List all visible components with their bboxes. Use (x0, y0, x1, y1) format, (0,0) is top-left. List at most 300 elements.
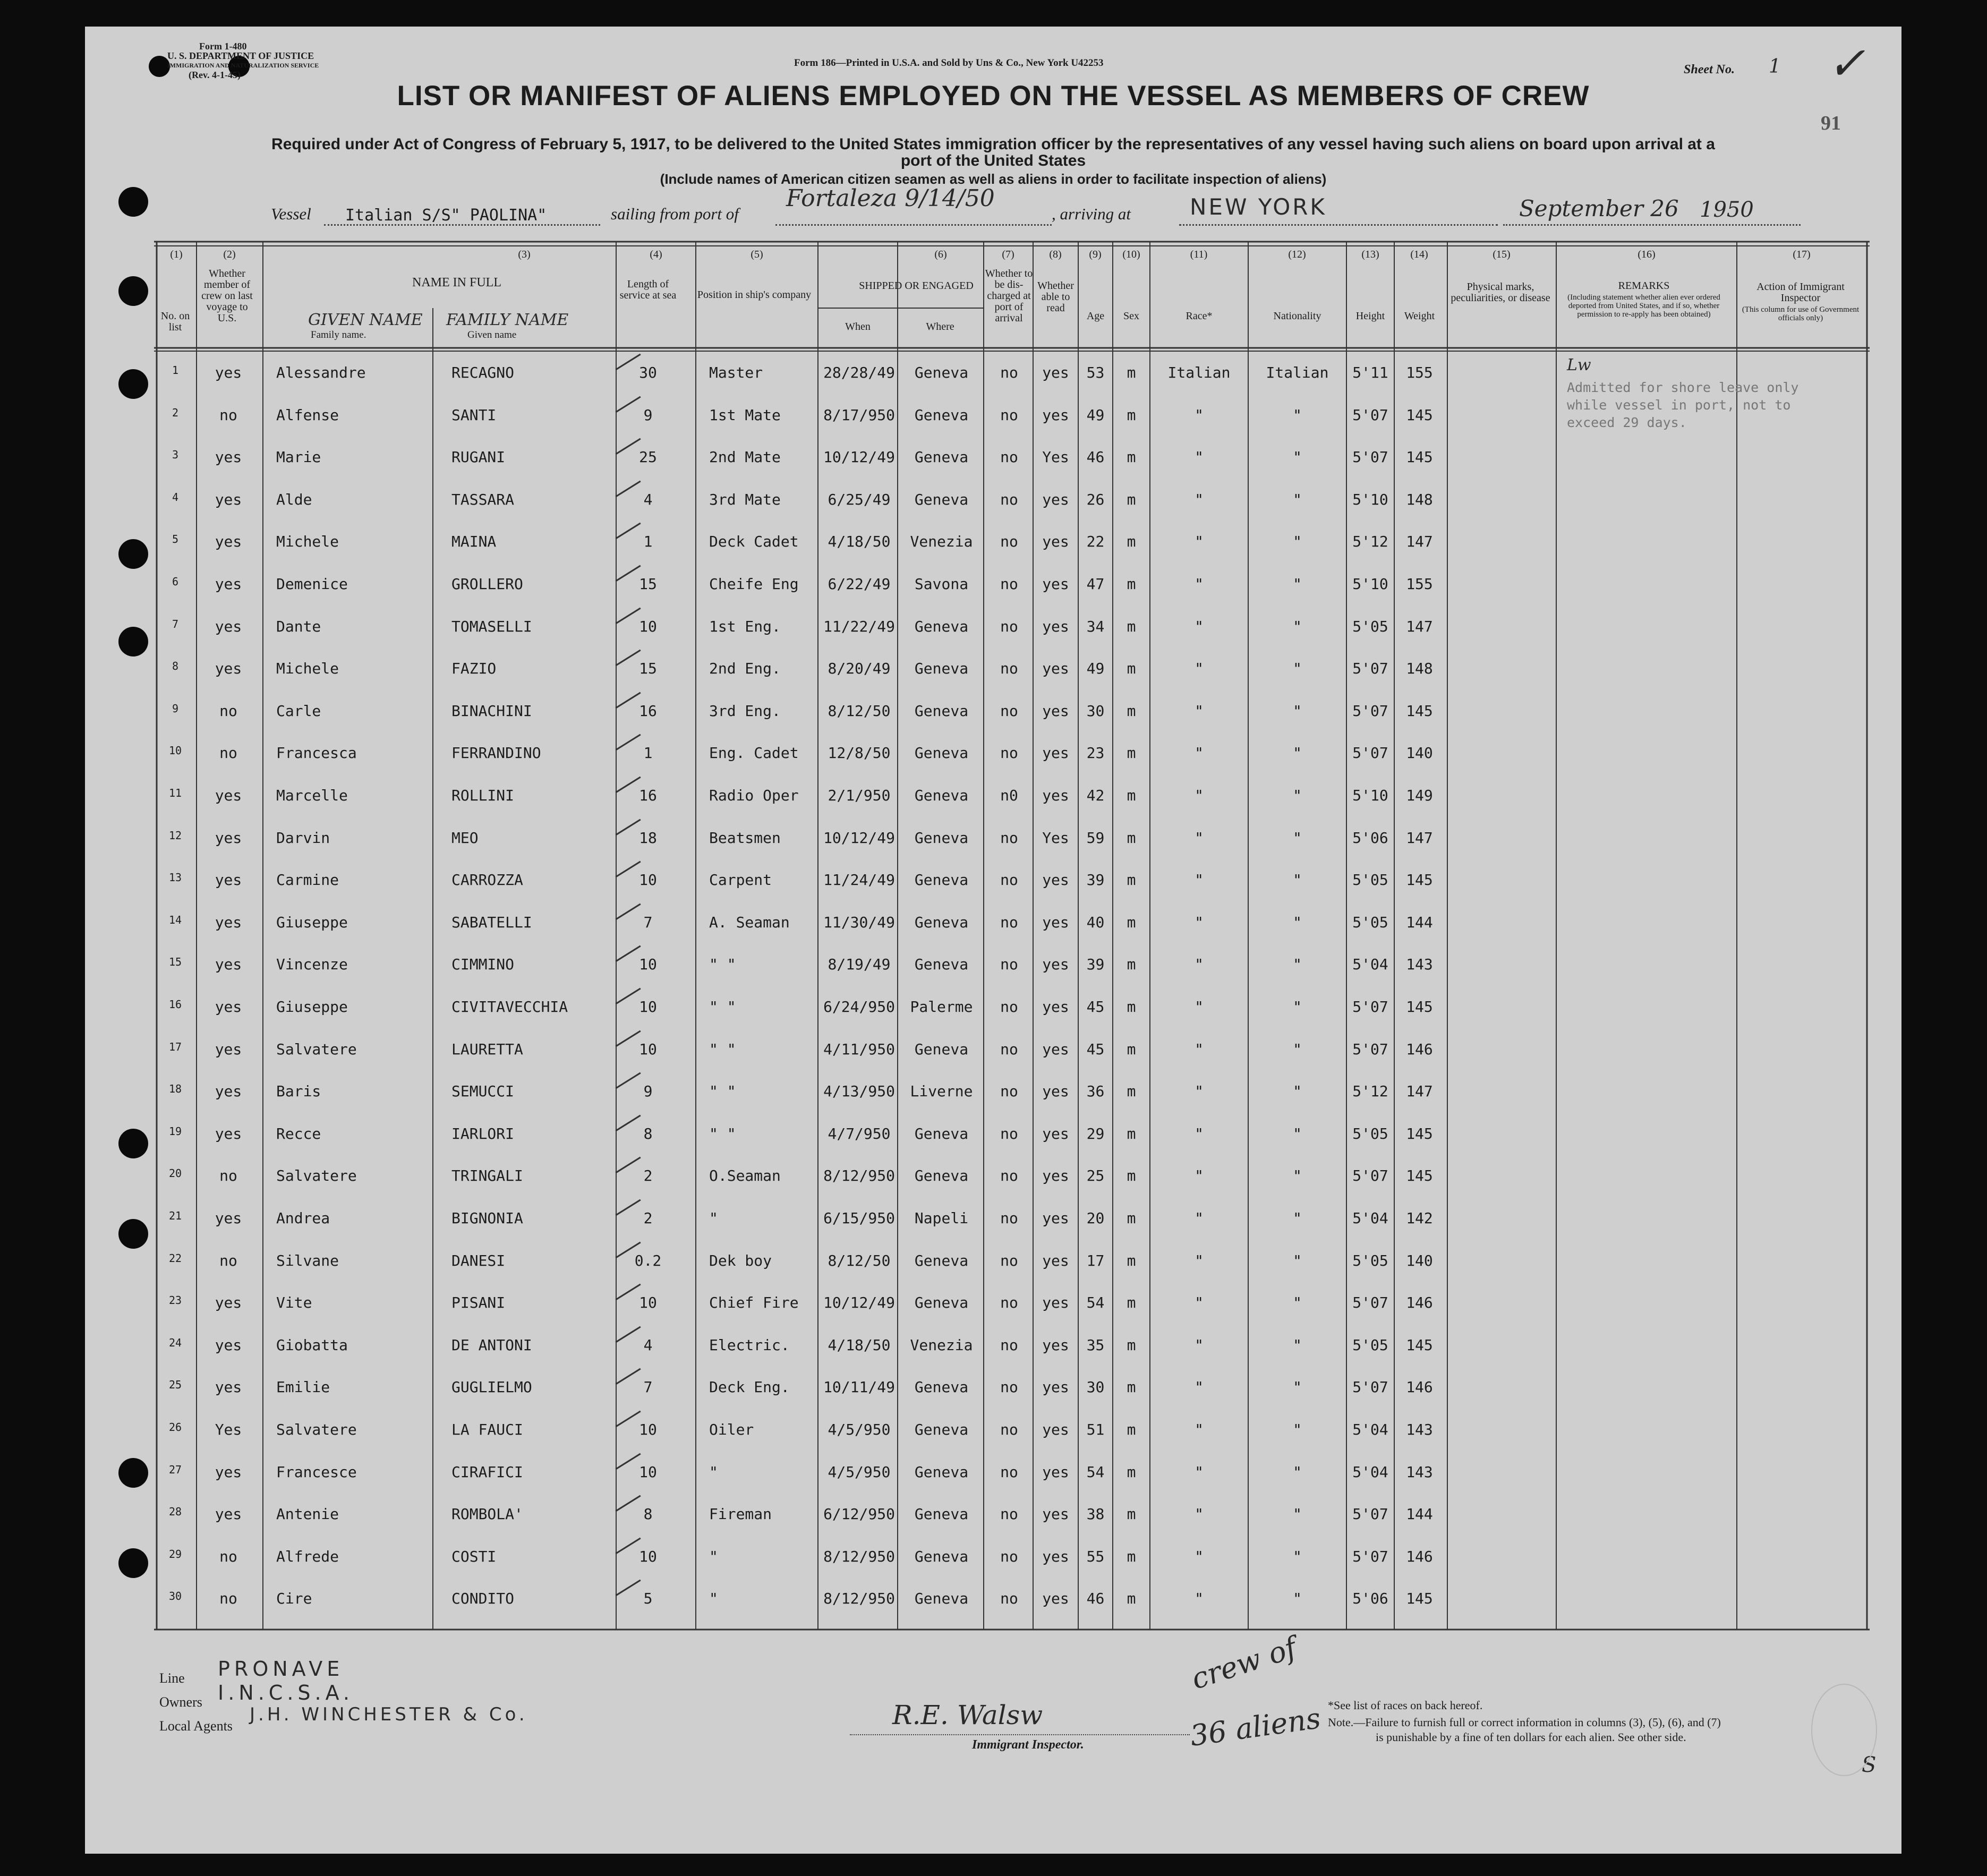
given-name-cell: Carle (276, 702, 321, 720)
height-cell: 5'05 (1352, 1336, 1388, 1354)
given-name-header: GIVEN NAME (308, 311, 423, 329)
page-number: 91 (1821, 112, 1841, 134)
service-years-cell: 9 (643, 406, 653, 424)
col-header-height: Height (1355, 310, 1385, 322)
engaged-port-cell: Palerme (910, 998, 973, 1016)
race-cell: " (1195, 1547, 1204, 1565)
given-name-cell: Andrea (276, 1209, 330, 1227)
age-cell: 46 (1086, 448, 1105, 466)
sex-cell: m (1127, 1294, 1136, 1312)
service: IMMIGRATION AND NATURALIZATION SERVICE (167, 62, 319, 69)
family-name-cell: FAZIO (451, 660, 497, 678)
line-value: PRONAVE (218, 1657, 344, 1681)
nationality-cell: " (1293, 1040, 1302, 1058)
row-number: 25 (168, 1378, 182, 1392)
faded-stamp (1811, 1684, 1877, 1776)
given-name-cell: Silvane (276, 1251, 339, 1269)
position-cell: " " (709, 1040, 736, 1058)
service-years-cell: 10 (639, 1547, 657, 1565)
height-cell: 5'05 (1352, 871, 1388, 889)
nationality-cell: " (1293, 1336, 1302, 1354)
given-name-cell: Francesca (276, 744, 357, 762)
previous-voyage-cell: yes (215, 1209, 242, 1227)
position-cell: Electric. (709, 1336, 790, 1354)
height-cell: 5'07 (1352, 1294, 1388, 1312)
given-name-cell: Giuseppe (276, 998, 348, 1016)
col-header-race: Race* (1186, 310, 1213, 322)
service-years-cell: 25 (639, 448, 657, 466)
weight-cell: 149 (1406, 787, 1433, 804)
position-cell: Fireman (709, 1505, 772, 1523)
given-name-cell: Salvatere (276, 1040, 357, 1058)
weight-cell: 145 (1406, 1590, 1433, 1608)
weight-cell: 146 (1406, 1547, 1433, 1565)
discharge-cell: n0 (1000, 787, 1018, 804)
position-cell: Carpent (709, 871, 772, 889)
sex-cell: m (1127, 1505, 1136, 1523)
nationality-cell: " (1293, 787, 1302, 804)
sailing-value: Fortaleza 9/14/50 (786, 185, 995, 212)
nationality-cell: " (1293, 913, 1302, 931)
discharge-cell: no (1000, 1378, 1018, 1396)
weight-cell: 155 (1406, 575, 1433, 593)
given-name-cell: Giuseppe (276, 913, 348, 931)
discharge-cell: no (1000, 1040, 1018, 1058)
weight-cell: 145 (1406, 448, 1433, 466)
punch-hole (118, 276, 148, 306)
previous-voyage-cell: yes (215, 575, 242, 593)
engaged-port-cell: Geneva (914, 1547, 969, 1565)
sex-cell: m (1127, 871, 1136, 889)
engaged-date-cell: 2/1/950 (828, 787, 891, 804)
nationality-cell: " (1293, 998, 1302, 1016)
remarks-line-1: Admitted for shore leave only (1567, 380, 1799, 395)
sex-cell: m (1127, 617, 1136, 635)
engaged-port-cell: Savona (914, 575, 969, 593)
agents-label: Local Agents (159, 1718, 233, 1734)
able-to-read-cell: yes (1042, 1505, 1069, 1523)
discharge-cell: no (1000, 829, 1018, 847)
position-cell: Chief Fire (709, 1294, 799, 1312)
vessel-value: Italian S/S" PAOLINA" (345, 206, 547, 225)
nationality-cell: " (1293, 1294, 1302, 1312)
column-number: (6) (934, 249, 947, 260)
engaged-port-cell: Geneva (914, 1294, 969, 1312)
position-cell: Dek boy (709, 1251, 772, 1269)
weight-cell: 143 (1406, 1463, 1433, 1481)
row-number: 16 (168, 998, 182, 1011)
nationality-cell: " (1293, 617, 1302, 635)
engaged-port-cell: Geneva (914, 1167, 969, 1185)
col-header-when: When (845, 321, 871, 332)
sex-cell: m (1127, 787, 1136, 804)
height-cell: 5'05 (1352, 1124, 1388, 1142)
weight-cell: 145 (1406, 1336, 1433, 1354)
engaged-date-cell: 28/28/49 (823, 364, 895, 381)
previous-voyage-cell: yes (215, 998, 242, 1016)
owners-value: I.N.C.S.A. (218, 1681, 354, 1704)
age-cell: 25 (1086, 1167, 1105, 1185)
service-years-cell: 16 (639, 702, 657, 720)
nationality-cell: " (1293, 1082, 1302, 1101)
weight-cell: 140 (1406, 744, 1433, 762)
engaged-date-cell: 11/22/49 (823, 617, 895, 635)
punch-hole (149, 56, 170, 77)
engaged-date-cell: 4/5/950 (828, 1463, 891, 1481)
service-years-cell: 1 (643, 744, 653, 762)
engaged-port-cell: Geneva (914, 1505, 969, 1523)
row-number: 12 (168, 829, 182, 842)
punch-hole (118, 627, 148, 656)
age-cell: 49 (1086, 406, 1105, 424)
column-number: (12) (1288, 249, 1306, 260)
family-name-cell: ROLLINI (451, 787, 515, 804)
position-cell: 1st Mate (709, 406, 781, 424)
weight-cell: 142 (1406, 1209, 1433, 1227)
height-cell: 5'07 (1352, 702, 1388, 720)
form-id-block (167, 41, 319, 80)
row-number: 26 (168, 1421, 182, 1434)
family-name-cell: GROLLERO (451, 575, 523, 593)
sex-cell: m (1127, 364, 1136, 381)
requirement-line-1: Required under Act of Congress of February 5, 1917, to be delivered to the United States immigration officer by the representatives of any vessel having such aliens on board upon arrival at a (271, 135, 1715, 153)
family-name-cell: SANTI (451, 406, 497, 424)
engaged-date-cell: 8/12/950 (823, 1547, 895, 1565)
given-name-cell: Giobatta (276, 1336, 348, 1354)
position-cell: Master (709, 364, 763, 381)
height-cell: 5'07 (1352, 1167, 1388, 1185)
able-to-read-cell: yes (1042, 617, 1069, 635)
engaged-port-cell: Geneva (914, 1251, 969, 1269)
position-cell: " (709, 1590, 718, 1608)
weight-cell: 147 (1406, 617, 1433, 635)
age-cell: 20 (1086, 1209, 1105, 1227)
position-cell: Deck Cadet (709, 533, 799, 551)
sex-cell: m (1127, 1336, 1136, 1354)
previous-voyage-cell: yes (215, 871, 242, 889)
family-name-cell: MAINA (451, 533, 497, 551)
position-cell: Cheife Eng (709, 575, 799, 593)
engaged-port-cell: Venezia (910, 1336, 973, 1354)
nationality-cell: " (1293, 1251, 1302, 1269)
family-name-cell: RUGANI (451, 448, 506, 466)
given-name-cell: Francesce (276, 1463, 357, 1481)
given-name-cell: Alessandre (276, 364, 366, 381)
given-name-cell: Baris (276, 1082, 321, 1101)
weight-cell: 145 (1406, 871, 1433, 889)
height-cell: 5'07 (1352, 1547, 1388, 1565)
able-to-read-cell: yes (1042, 1294, 1069, 1312)
manifest-sheet (85, 27, 1901, 1854)
sex-cell: m (1127, 1040, 1136, 1058)
previous-voyage-cell: yes (215, 829, 242, 847)
family-name-printed: Family name. (311, 329, 366, 340)
age-cell: 34 (1086, 617, 1105, 635)
punch-hole (118, 187, 148, 217)
column-number: (4) (650, 249, 662, 260)
position-cell: Deck Eng. (709, 1378, 790, 1396)
discharge-cell: no (1000, 1294, 1018, 1312)
race-cell: " (1195, 998, 1204, 1016)
previous-voyage-cell: yes (215, 1124, 242, 1142)
height-cell: 5'04 (1352, 956, 1388, 974)
age-cell: 47 (1086, 575, 1105, 593)
height-cell: 5'07 (1352, 660, 1388, 678)
family-name-cell: CARROZZA (451, 871, 523, 889)
discharge-cell: no (1000, 1505, 1018, 1523)
row-number: 9 (172, 702, 179, 715)
previous-voyage-cell: no (219, 702, 237, 720)
arriving-value: NEW YORK (1190, 194, 1327, 220)
col-header-age: Age (1086, 310, 1105, 322)
column-number: (10) (1122, 249, 1140, 260)
race-cell: " (1195, 1124, 1204, 1142)
race-cell: " (1195, 1590, 1204, 1608)
family-name-cell: TRINGALI (451, 1167, 523, 1185)
weight-cell: 146 (1406, 1040, 1433, 1058)
able-to-read-cell: yes (1042, 1082, 1069, 1101)
engaged-port-cell: Geneva (914, 660, 969, 678)
arrival-date: September 26 (1519, 195, 1679, 221)
race-cell: " (1195, 1336, 1204, 1354)
nationality-cell: " (1293, 1421, 1302, 1438)
service-years-cell: 1 (643, 533, 653, 551)
engaged-date-cell: 4/5/950 (828, 1421, 891, 1438)
engaged-port-cell: Venezia (910, 533, 973, 551)
engaged-date-cell: 8/12/50 (828, 702, 891, 720)
family-name-cell: MEO (451, 829, 479, 847)
family-name-cell: CIRAFICI (451, 1463, 523, 1481)
race-cell: " (1195, 1251, 1204, 1269)
col-header-read: Whether able to read (1037, 280, 1074, 314)
age-cell: 30 (1086, 1378, 1105, 1396)
family-name-cell: DE ANTONI (451, 1336, 532, 1354)
inspector-label: Immigrant Inspector. (972, 1738, 1084, 1752)
row-number: 28 (168, 1505, 182, 1519)
discharge-cell: no (1000, 744, 1018, 762)
nationality-cell: " (1293, 406, 1302, 424)
height-cell: 5'07 (1352, 1505, 1388, 1523)
punch-hole (118, 1219, 148, 1249)
sex-cell: m (1127, 1124, 1136, 1142)
race-cell: " (1195, 829, 1204, 847)
previous-voyage-cell: yes (215, 1505, 242, 1523)
position-cell: O.Seaman (709, 1167, 781, 1185)
height-cell: 5'10 (1352, 787, 1388, 804)
age-cell: 42 (1086, 787, 1105, 804)
family-name-cell: CIMMINO (451, 956, 515, 974)
service-years-cell: 16 (639, 787, 657, 804)
discharge-cell: no (1000, 1251, 1018, 1269)
engaged-port-cell: Geneva (914, 1040, 969, 1058)
height-cell: 5'04 (1352, 1209, 1388, 1227)
previous-voyage-cell: no (219, 1547, 237, 1565)
crew-note-1: crew of (1187, 1631, 1301, 1696)
weight-cell: 145 (1406, 1167, 1433, 1185)
position-cell: 1st Eng. (709, 617, 781, 635)
punch-hole (118, 539, 148, 569)
row-number: 19 (168, 1124, 182, 1138)
engaged-port-cell: Geneva (914, 1590, 969, 1608)
race-cell: " (1195, 575, 1204, 593)
position-cell: " " (709, 1124, 736, 1142)
weight-cell: 155 (1406, 364, 1433, 381)
given-name-cell: Recce (276, 1124, 321, 1142)
sex-cell: m (1127, 913, 1136, 931)
page-title: LIST OR MANIFEST OF ALIENS EMPLOYED ON THE VESSEL AS MEMBERS OF CREW (397, 80, 1590, 112)
sex-cell: m (1127, 575, 1136, 593)
discharge-cell: no (1000, 448, 1018, 466)
weight-cell: 148 (1406, 490, 1433, 508)
service-years-cell: 10 (639, 617, 657, 635)
height-cell: 5'04 (1352, 1421, 1388, 1438)
position-cell: " " (709, 956, 736, 974)
remarks-line-3: exceed 29 days. (1567, 415, 1687, 430)
position-cell: " (709, 1209, 718, 1227)
punch-hole (118, 1548, 148, 1578)
previous-voyage-cell: yes (215, 533, 242, 551)
sailing-label: sailing from port of (611, 204, 739, 223)
col-header-physical: Physical marks, peculiarities, or disease (1451, 281, 1550, 304)
weight-cell: 143 (1406, 956, 1433, 974)
row-number: 27 (168, 1463, 182, 1476)
column-number: (5) (751, 249, 763, 260)
age-cell: 45 (1086, 998, 1105, 1016)
sex-cell: m (1127, 1378, 1136, 1396)
sex-cell: m (1127, 1209, 1136, 1227)
family-name-cell: TOMASELLI (451, 617, 532, 635)
nationality-cell: " (1293, 829, 1302, 847)
engaged-date-cell: 10/11/49 (823, 1378, 895, 1396)
able-to-read-cell: yes (1042, 702, 1069, 720)
sex-cell: m (1127, 660, 1136, 678)
engaged-date-cell: 10/12/49 (823, 829, 895, 847)
service-years-cell: 2 (643, 1167, 653, 1185)
engaged-date-cell: 4/18/50 (828, 1336, 891, 1354)
age-cell: 36 (1086, 1082, 1105, 1101)
able-to-read-cell: yes (1042, 660, 1069, 678)
engaged-port-cell: Geneva (914, 871, 969, 889)
service-years-cell: 4 (643, 1336, 653, 1354)
height-cell: 5'12 (1352, 533, 1388, 551)
nationality-cell: Italian (1266, 364, 1329, 381)
age-cell: 30 (1086, 702, 1105, 720)
discharge-cell: no (1000, 364, 1018, 381)
nationality-cell: " (1293, 1209, 1302, 1227)
family-name-cell: CONDITO (451, 1590, 515, 1608)
previous-voyage-cell: yes (215, 1294, 242, 1312)
nationality-cell: " (1293, 448, 1302, 466)
able-to-read-cell: Yes (1042, 829, 1069, 847)
penalty-note-1: Note.—Failure to furnish full or correct information in columns (3), (5), (6), and (7) (1328, 1716, 1721, 1729)
given-name-cell: Marcelle (276, 787, 348, 804)
race-cell: " (1195, 1209, 1204, 1227)
row-number: 23 (168, 1294, 182, 1307)
engaged-date-cell: 8/19/49 (828, 956, 891, 974)
nationality-cell: " (1293, 1505, 1302, 1523)
sex-cell: m (1127, 1463, 1136, 1481)
discharge-cell: no (1000, 1336, 1018, 1354)
family-name-cell: ROMBOLA' (451, 1505, 523, 1523)
height-cell: 5'12 (1352, 1082, 1388, 1101)
age-cell: 22 (1086, 533, 1105, 551)
age-cell: 39 (1086, 871, 1105, 889)
sex-cell: m (1127, 1590, 1136, 1608)
engaged-date-cell: 6/15/950 (823, 1209, 895, 1227)
family-name-cell: COSTI (451, 1547, 497, 1565)
position-cell: Beatsmen (709, 829, 781, 847)
service-years-cell: 7 (643, 913, 653, 931)
able-to-read-cell: yes (1042, 1463, 1069, 1481)
engaged-date-cell: 6/12/950 (823, 1505, 895, 1523)
discharge-cell: no (1000, 660, 1018, 678)
service-years-cell: 10 (639, 871, 657, 889)
previous-voyage-cell: yes (215, 448, 242, 466)
able-to-read-cell: yes (1042, 1167, 1069, 1185)
sex-cell: m (1127, 533, 1136, 551)
service-years-cell: 10 (639, 956, 657, 974)
family-name-cell: GUGLIELMO (451, 1378, 532, 1396)
given-name-cell: Michele (276, 660, 339, 678)
engaged-date-cell: 11/24/49 (823, 871, 895, 889)
engaged-port-cell: Geneva (914, 829, 969, 847)
race-cell: Italian (1167, 364, 1231, 381)
sex-cell: m (1127, 702, 1136, 720)
column-number: (7) (1002, 249, 1014, 260)
engaged-date-cell: 6/22/49 (828, 575, 891, 593)
sex-cell: m (1127, 956, 1136, 974)
remarks-line-2: while vessel in port, not to (1567, 397, 1791, 413)
row-number: 15 (168, 956, 182, 969)
family-name-cell: CIVITAVECCHIA (451, 998, 568, 1016)
previous-voyage-cell: no (219, 1590, 237, 1608)
nationality-cell: " (1293, 744, 1302, 762)
able-to-read-cell: yes (1042, 1421, 1069, 1438)
row-number: 14 (168, 913, 182, 926)
previous-voyage-cell: yes (215, 1336, 242, 1354)
age-cell: 17 (1086, 1251, 1105, 1269)
age-cell: 39 (1086, 956, 1105, 974)
col-header-action: Action of Immigrant Inspector (1756, 281, 1845, 304)
column-number: (11) (1190, 249, 1208, 260)
weight-cell: 147 (1406, 829, 1433, 847)
service-years-cell: 10 (639, 998, 657, 1016)
printer-note: Form 186—Printed in U.S.A. and Sold by Uns & Co., New York U42253 (794, 57, 1104, 69)
service-years-cell: 8 (643, 1124, 653, 1142)
able-to-read-cell: yes (1042, 533, 1069, 551)
height-cell: 5'07 (1352, 744, 1388, 762)
discharge-cell: no (1000, 702, 1018, 720)
given-name-cell: Carmine (276, 871, 339, 889)
sex-cell: m (1127, 744, 1136, 762)
sex-cell: m (1127, 1082, 1136, 1101)
discharge-cell: no (1000, 913, 1018, 931)
nationality-cell: " (1293, 533, 1302, 551)
able-to-read-cell: yes (1042, 1209, 1069, 1227)
race-cell: " (1195, 1294, 1204, 1312)
race-cell: " (1195, 1082, 1204, 1101)
nationality-cell: " (1293, 1124, 1302, 1142)
col-header-no: No. on list (160, 310, 190, 333)
height-cell: 5'05 (1352, 617, 1388, 635)
weight-cell: 145 (1406, 406, 1433, 424)
column-number: (13) (1361, 249, 1379, 260)
discharge-cell: no (1000, 617, 1018, 635)
service-years-cell: 15 (639, 575, 657, 593)
requirement-line-3: (Include names of American citizen seamen as well as aliens in order to facilitate inspection of aliens) (660, 171, 1327, 187)
service-years-cell: 8 (643, 1505, 653, 1523)
family-name-cell: PISANI (451, 1294, 506, 1312)
